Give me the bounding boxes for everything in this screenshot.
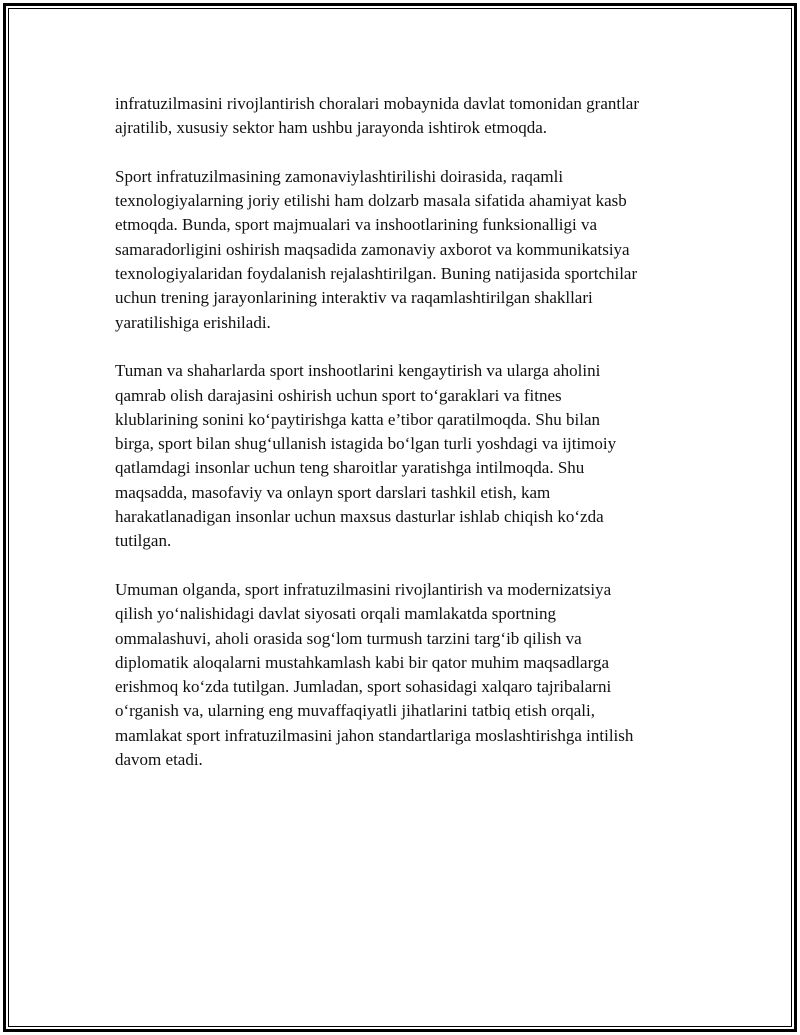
paragraph-1: infratuzilmasini rivojlantirish choralari mobaynida davlat tomonidan grantlar ajratilib, xususiy sektor ham ushbu jarayonda ishtirok etmoqda. [115, 94, 640, 138]
paragraph-4: Umuman olganda, sport infratuzilmasini rivojlantirish va modernizatsiya qilish yo‘nalishidagi davlat siyosati orqali mamlakatda sportning ommalashuvi, aholi orasida sog‘lom turmush tarzini targ‘ib qilish va diplomatik aloqalarni mustahkamlash kabi bir qator muhim maqsadlarga erishmoq ko‘zda tutilgan. Jumladan, sport sohasidagi xalqaro tajribalarni o‘rganish va, ularning eng muvaffaqiyatli jihatlarini tatbiq etish orqali, mamlakat sport infratuzilmasini jahon standartlariga moslashtirishga intilish davom etadi. [115, 579, 634, 770]
paragraph-3: Tuman va shaharlarda sport inshootlarini kengaytirish va ularga aholini qamrab olish darajasini oshirish uchun sport to‘garaklari va fitnes klublarining sonini ko‘paytirishga katta e’tibor qaratilmoqda. Shu bilan birga, sport bilan shug‘ullanish istagida bo‘lgan turli yoshdagi va ijtimoiy qatlamdagi insonlar uchun teng sharoitlar yaratishga intilmoqda. Shu maqsadda, masofaviy va onlayn sport darslari tashkil etish, kam harakatlanadigan insonlar uchun maxsus dasturlar ishlab chiqish ko‘zda tutilgan. [115, 361, 617, 551]
paragraph-2: Sport infratuzilmasining zamonaviylashtirilishi doirasida, raqamli texnologiyalarning joriy etilishi ham dolzarb masala sifatida ahamiyat kasb etmoqda. Bunda, sport majmualari va inshootlarining funksionalligi va samaradorligini oshirish maqsadida zamonaviy axborot va kommunikatsiya texnologiyalaridan foydalanish rejalashtirilgan. Buning natijasida sportchilar uchun trening jarayonlarining interaktiv va raqamlashtirilgan shakllari yaratilishiga erishiladi. [115, 166, 638, 332]
document-body [115, 92, 690, 797]
